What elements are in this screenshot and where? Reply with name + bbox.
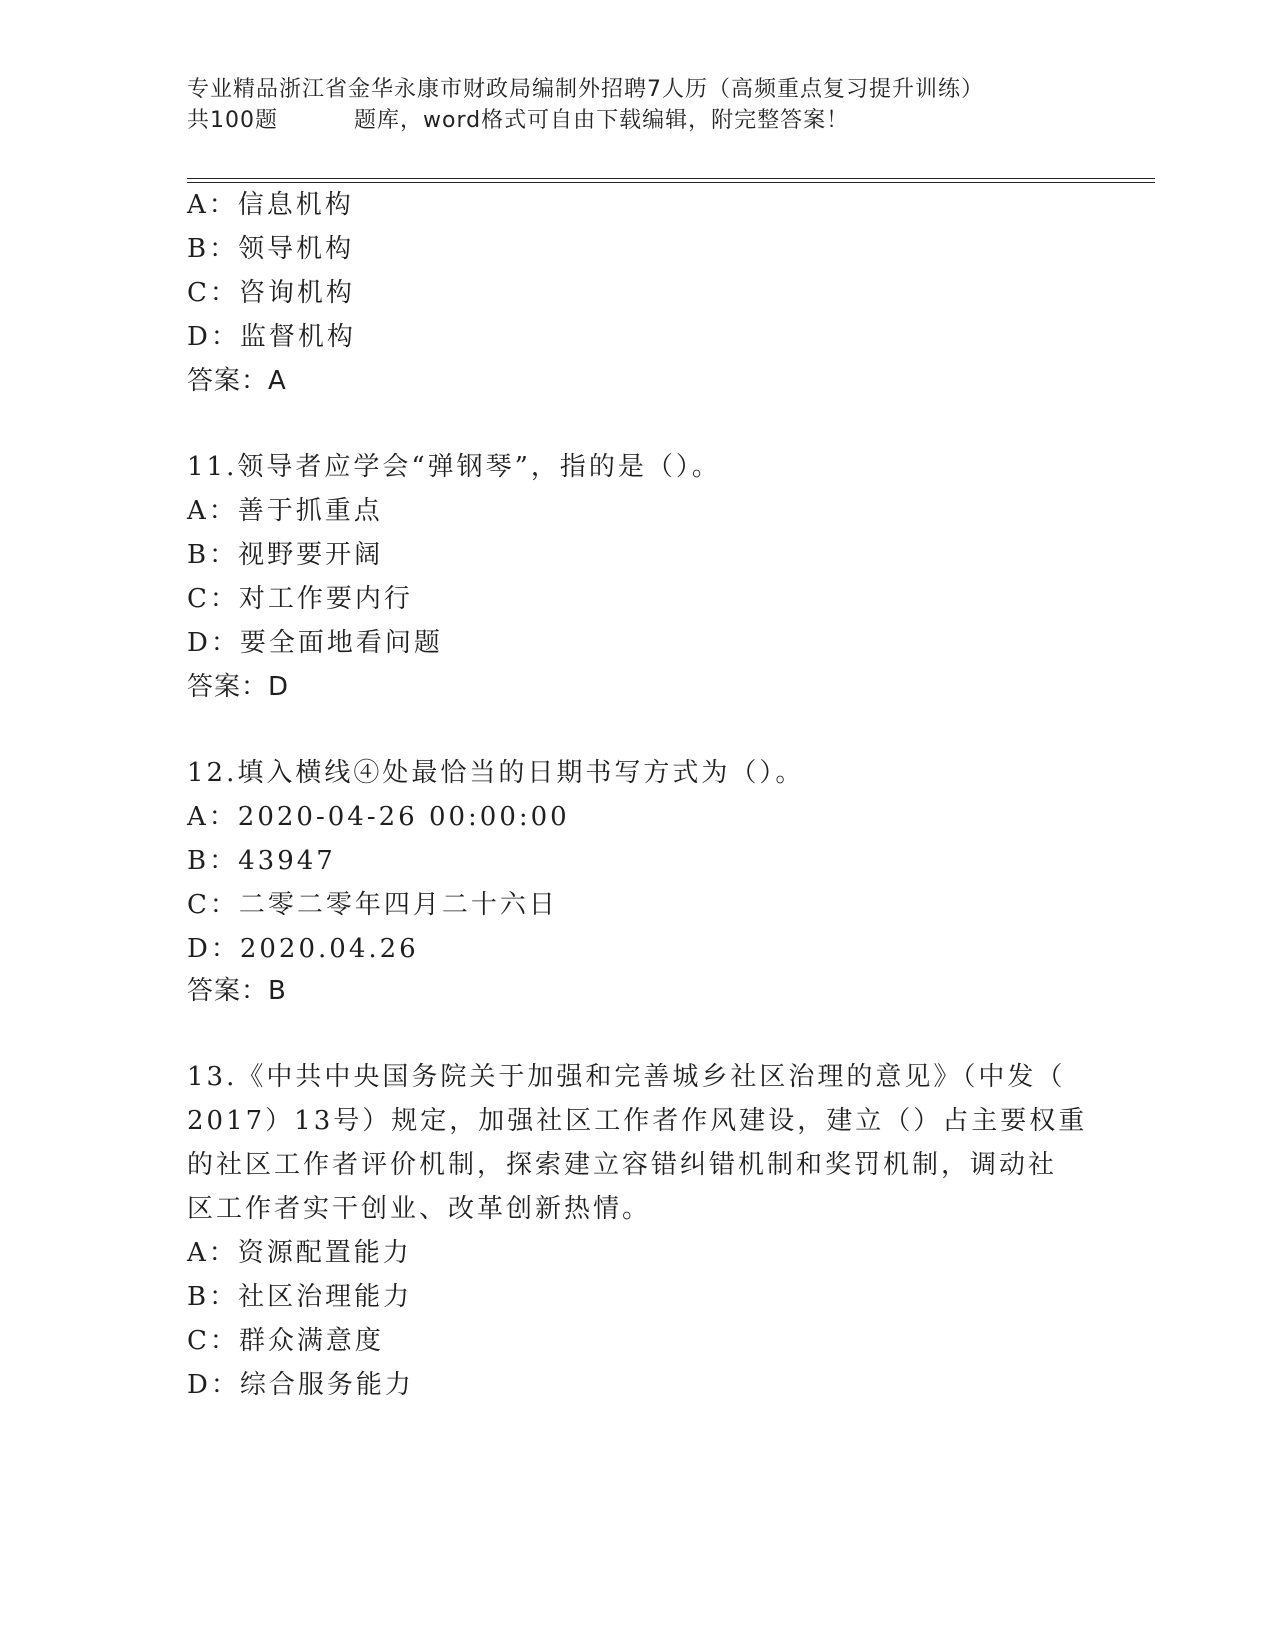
header-title-line: 专业精品浙江省金华永康市财政局编制外招聘7人历（高频重点复习提升训练） [187, 77, 984, 102]
q11-option-b: B：视野要开阔 [187, 540, 384, 570]
q12-option-c: C：二零二零年四月二十六日 [187, 890, 558, 920]
q10-option-b: B：领导机构 [187, 234, 355, 264]
q10-option-a: A：信息机构 [187, 190, 354, 220]
q13-option-d: D：综合服务能力 [187, 1370, 414, 1400]
q13-option-c: C：群众满意度 [187, 1326, 384, 1356]
header-subtitle-line [187, 105, 1087, 136]
q10-answer: 答案：A [187, 366, 287, 396]
header-question-count: 共100题 [187, 108, 278, 133]
q13-question-line-4: 区工作者实干创业、改革创新热情。 [187, 1194, 652, 1224]
header-format-note: 题库，word格式可自由下载编辑，附完整答案！ [354, 108, 850, 133]
q13-question-line-2: 2017）13号）规定，加强社区工作者作风建设，建立（）占主要权重 [187, 1106, 1088, 1136]
q11-answer: 答案：D [187, 672, 290, 702]
q12-option-a: A：2020-04-26 00:00:00 [187, 802, 570, 832]
q12-question: 12.填入横线④处最恰当的日期书写方式为（）。 [187, 758, 805, 788]
header-divider-bottom [187, 182, 1155, 183]
q13-option-a: A：资源配置能力 [187, 1238, 412, 1268]
q12-option-d: D：2020.04.26 [187, 934, 419, 964]
q10-option-c: C：咨询机构 [187, 278, 355, 308]
q12-answer: 答案：B [187, 976, 287, 1006]
q11-question: 11.领导者应学会“弹钢琴”，指的是（）。 [187, 452, 721, 482]
q13-question-line-3: 的社区工作者评价机制，探索建立容错纠错机制和奖罚机制，调动社 [187, 1150, 1058, 1180]
document-header [187, 74, 1087, 136]
q11-option-a: A：善于抓重点 [187, 496, 383, 526]
q12-option-b: B：43947 [187, 846, 336, 876]
q11-option-c: C：对工作要内行 [187, 584, 413, 614]
q13-option-b: B：社区治理能力 [187, 1282, 413, 1312]
header-divider-top [187, 178, 1155, 179]
q10-option-d: D：监督机构 [187, 322, 356, 352]
q11-option-d: D：要全面地看问题 [187, 628, 443, 658]
q13-question-line-1: 13.《中共中央国务院关于加强和完善城乡社区治理的意见》（中发（ [187, 1062, 1066, 1092]
